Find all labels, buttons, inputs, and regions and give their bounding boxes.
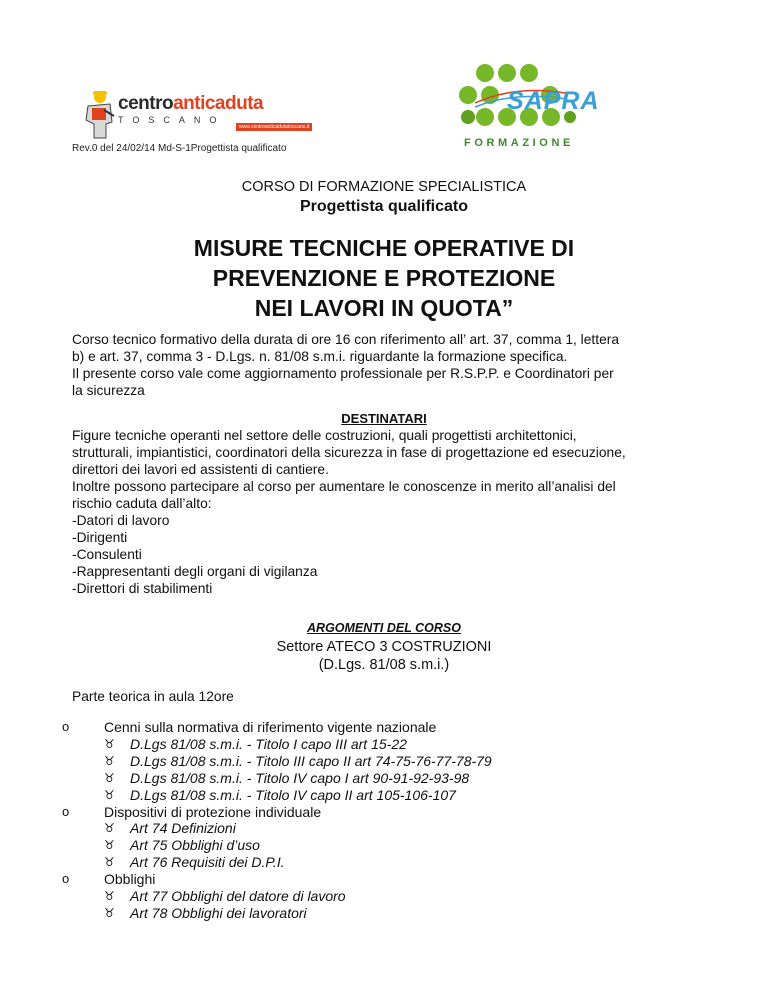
destinatari-line: -Dirigenti <box>72 530 128 545</box>
taurus-bullet-icon: ♉ <box>104 821 115 836</box>
centroanticaduta-logo <box>82 88 310 144</box>
sub-item: ♉ D.Lgs 81/08 s.m.i. - Titolo IV capo I art 90-91-92-93-98 <box>104 769 470 786</box>
sub-item: ♉ Art 77 Obblighi del datore di lavoro <box>104 888 346 905</box>
list-item: o Obblighi <box>62 871 156 888</box>
destinatari-line: -Direttori di stabilimenti <box>72 581 213 596</box>
course-name: Progettista qualificato <box>299 198 469 215</box>
list-item: o Dispositivi di protezione individuale <box>62 803 322 820</box>
part-label: Parte teorica in aula 12ore <box>72 689 234 704</box>
sub-item: ♉ D.Lgs 81/08 s.m.i. - Titolo I capo III art 15-22 <box>104 735 407 752</box>
title-line: MISURE TECNICHE OPERATIVE DI <box>193 235 575 261</box>
destinatari-line: rischio caduta dall’alto: <box>72 496 212 511</box>
sub-item: ♉ Art 75 Obblighi d’uso <box>104 837 260 854</box>
taurus-bullet-icon: ♉ <box>104 889 115 904</box>
taurus-bullet-icon: ♉ <box>104 855 115 870</box>
argomenti-title: ARGOMENTI DEL CORSO <box>307 621 461 635</box>
intro-line: Il presente corso vale come aggiornamento professionale per R.S.P.P. e Coordinatori per <box>72 366 614 381</box>
sub-item: ♉ Art 78 Obblighi dei lavoratori <box>104 904 307 921</box>
intro-line: b) e art. 37, comma 3 - D.Lgs. n. 81/08 s.m.i. riguardante la formazione specifica. <box>72 349 568 364</box>
intro-line: Corso tecnico formativo della durata di ore 16 con riferimento all’ art. 37, comma 1, lettera <box>72 332 620 347</box>
intro-line: la sicurezza <box>72 383 145 398</box>
title-line: PREVENZIONE E PROTEZIONE <box>212 265 556 291</box>
sub-item: ♉ Art 74 Definizioni <box>104 820 236 837</box>
taurus-bullet-icon: ♉ <box>104 770 115 785</box>
destinatari-line: Figure tecniche operanti nel settore delle costruzioni, quali progettisti architettonici, <box>72 428 577 443</box>
taurus-bullet-icon: ♉ <box>104 787 115 802</box>
taurus-bullet-icon: ♉ <box>104 753 115 768</box>
logo-url: www.centroanticadutatoscano.it <box>236 123 312 131</box>
main-title <box>0 233 768 323</box>
sapra-name: SAPRA <box>507 87 600 115</box>
destinatari-line: strutturali, impiantistici, coordinatori della sicurezza in fase di progettazione ed esecuzione, <box>72 445 626 460</box>
sub-item: ♉ Art 76 Requisiti dei D.P.I. <box>104 854 285 871</box>
destinatari-text <box>72 427 712 597</box>
destinatari-line: -Consulenti <box>72 547 142 562</box>
sub-item: ♉ D.Lgs 81/08 s.m.i. - Titolo III capo II art 74-75-76-77-78-79 <box>104 752 492 769</box>
logo-wordmark: centroanticaduta <box>118 93 264 114</box>
destinatari-line: -Datori di lavoro <box>72 513 170 528</box>
course-type: CORSO DI FORMAZIONE SPECIALISTICA <box>241 179 527 195</box>
intro-paragraph <box>72 331 712 399</box>
revision-text: Rev.0 del 24/02/14 Md-S-1Progettista qualificato <box>72 143 287 154</box>
destinatari-line: direttori dei lavori ed assistenti di cantiere. <box>72 462 329 477</box>
taurus-bullet-icon: ♉ <box>104 905 115 920</box>
sector-line: (D.Lgs. 81/08 s.m.i.) <box>318 657 450 673</box>
taurus-bullet-icon: ♉ <box>104 736 115 751</box>
title-line: NEI LAVORI IN QUOTA” <box>254 295 514 321</box>
sector-line: Settore ATECO 3 COSTRUZIONI <box>276 639 492 655</box>
sub-item: ♉ D.Lgs 81/08 s.m.i. - Titolo IV capo II art 105-106-107 <box>104 786 456 803</box>
logo-subline: TOSCANO <box>118 115 226 125</box>
sapra-logo <box>455 63 600 155</box>
destinatari-line: Inoltre possono partecipare al corso per aumentare le conoscenze in merito all’analisi del <box>72 479 616 494</box>
circle-bullet-icon: o <box>62 719 70 734</box>
sector-text <box>0 638 768 674</box>
list-item: o Cenni sulla normativa di riferimento vigente nazionale <box>62 719 437 735</box>
sapra-tagline: FORMAZIONE <box>464 137 574 149</box>
circle-bullet-icon: o <box>62 803 70 819</box>
worker-figure-icon <box>82 88 116 140</box>
taurus-bullet-icon: ♉ <box>104 838 115 853</box>
topic-list <box>62 719 722 922</box>
destinatari-title: DESTINATARI <box>341 411 427 426</box>
circle-bullet-icon: o <box>62 871 70 887</box>
destinatari-line: -Rappresentanti degli organi di vigilanza <box>72 564 318 579</box>
